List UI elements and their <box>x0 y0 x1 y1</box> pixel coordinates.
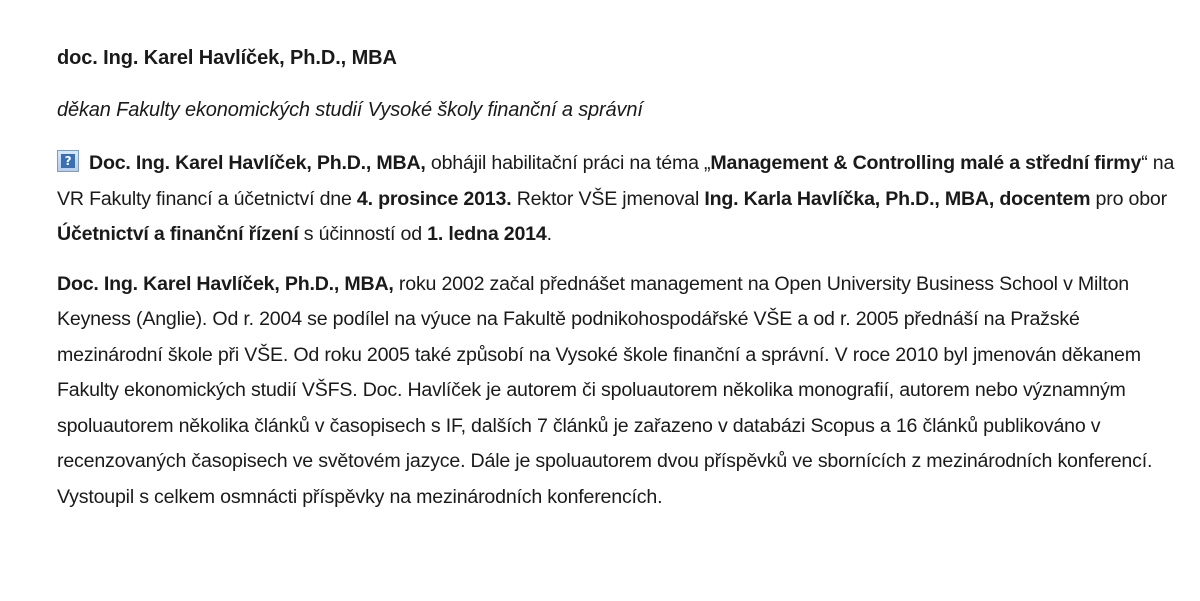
article <box>57 42 1177 515</box>
name-bold: Doc. Ing. Karel Havlíček, Ph.D., MBA, <box>89 152 426 174</box>
question-mark-icon: ? <box>57 150 79 172</box>
text-segment: “ na VR Fakulty financí a účetnictví dne <box>57 152 1175 210</box>
biography-paragraph <box>57 267 1177 516</box>
name-bold: Doc. Ing. Karel Havlíček, Ph.D., MBA, <box>57 272 394 295</box>
text-segment: obhájil habilitační práci na téma „ <box>425 152 711 174</box>
text-segment: Rektor VŠE jmenoval <box>511 187 705 210</box>
thesis-title: Management & Controlling malé a střední firmy <box>710 152 1142 174</box>
subtitle: děkan Fakulty ekonomických studií Vysoké školy finanční a správní <box>57 99 643 121</box>
biography-text: roku 2002 začal přednášet management na Open University Business School v Milton Keyness (Anglie). Od r. 2004 se podílel na výuce na Fakultě podnikohospodářské VŠE a od r. 2005 přednáší na Pražské mezinárodní škole při VŠE. Od roku 2005 také způsobí na Vysoké škole finanční a správní. V roce 2010 byl jmenován děkanem Fakulty ekonomických studií VŠFS. Doc. Havlíček je autorem či spoluautorem několika monografií, autorem nebo významným spoluautorem několika článků v časopisech s IF, dalších 7 článků je zařazeno v databázi Scopus a 16 článků publikováno v recenzovaných časopisech ve světovém jazyce. Dále je spoluautorem dvou příspěvků ve sbornících z mezinárodních konferencí. Vystoupil s celkem osmnácti příspěvky na mezinárodních konferencích. <box>57 272 1153 508</box>
text-segment: . <box>546 223 552 245</box>
effective-date: 1. ledna 2014 <box>427 223 547 245</box>
field-of-study: Účetnictví a finanční řízení <box>57 223 299 245</box>
defense-date: 4. prosince 2013. <box>356 187 512 210</box>
text-segment: s účinností od <box>298 223 428 245</box>
habilitation-paragraph <box>57 146 1177 253</box>
text-segment: pro obor <box>1090 187 1167 210</box>
page-title: doc. Ing. Karel Havlíček, Ph.D., MBA <box>57 47 397 69</box>
appointment-bold: Ing. Karla Havlíčka, Ph.D., MBA, docentem <box>704 187 1091 210</box>
